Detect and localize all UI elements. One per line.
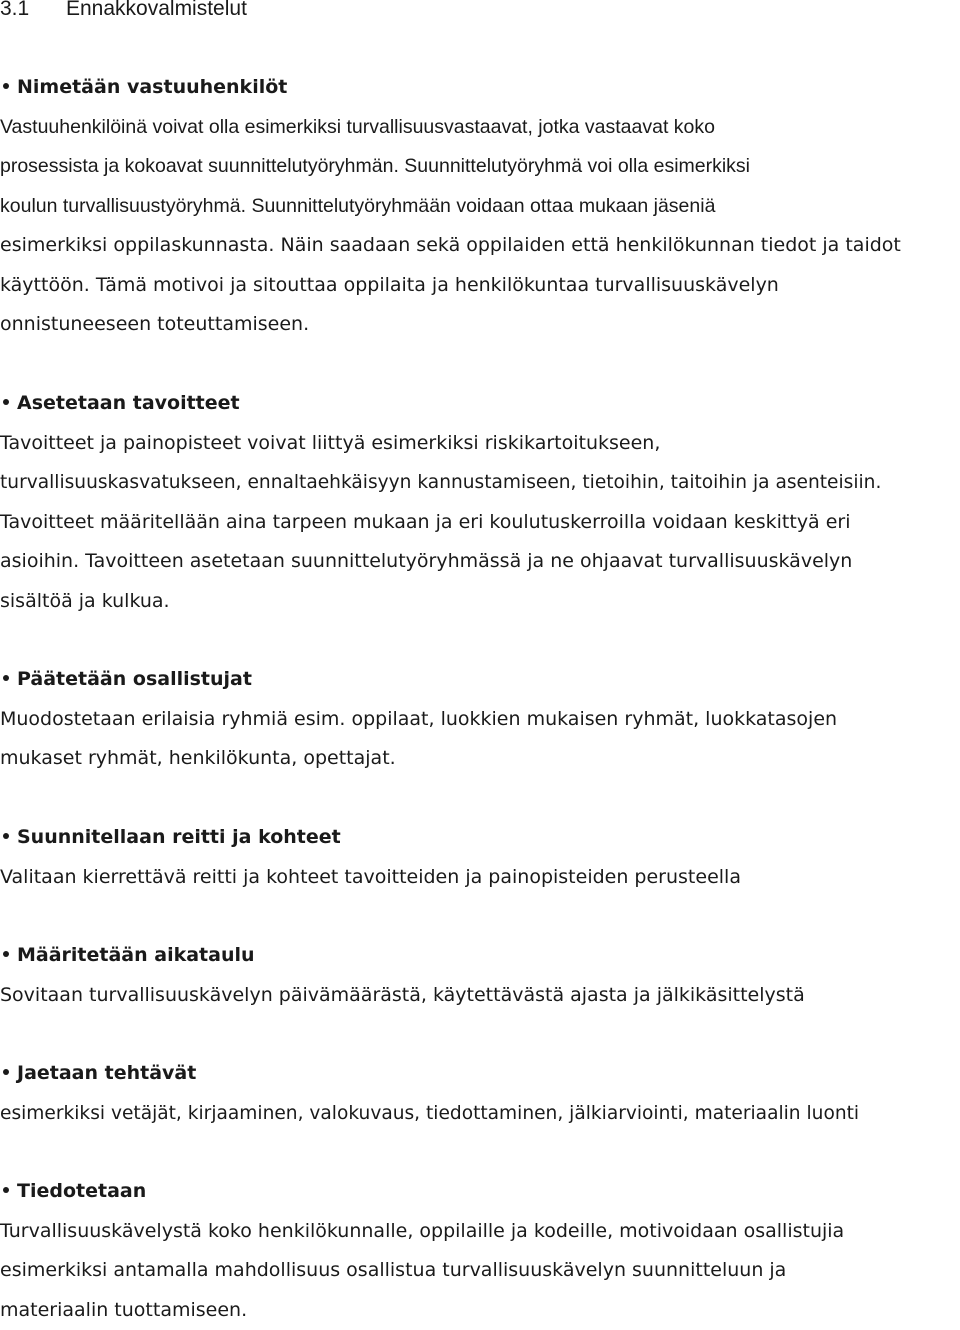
paragraph-line: koulun turvallisuustyöryhmä. Suunnittelutyöryhmään voidaan ottaa mukaan jäseniä <box>0 187 960 227</box>
paragraph-line: Turvallisuuskävelystä koko henkilökunnalle, oppilaille ja kodeille, motivoidaan osallistujia <box>0 1212 960 1252</box>
section-heading <box>0 0 247 24</box>
paragraph-line: Valitaan kierrettävä reitti ja kohteet tavoitteiden ja painopisteiden perusteella <box>0 858 960 898</box>
section-tehtavat <box>0 1054 960 1133</box>
bullet-icon <box>3 83 9 89</box>
section-vastuuhenkilot <box>0 68 960 345</box>
paragraph-line: esimerkiksi oppilaskunnasta. Näin saadaan sekä oppilaiden että henkilökunnan tiedot ja taidot <box>0 226 960 266</box>
paragraph-line: asioihin. Tavoitteen asetetaan suunnittelutyöryhmässä ja ne ohjaavat turvallisuuskävelyn <box>0 542 960 582</box>
paragraph-line: prosessista ja kokoavat suunnittelutyöryhmän. Suunnittelutyöryhmä voi olla esimerkiksi <box>0 147 960 187</box>
paragraph <box>0 1212 960 1330</box>
paragraph-line: Tavoitteet ja painopisteet voivat liittyä esimerkiksi riskikartoitukseen, <box>0 424 960 464</box>
section-tiedotetaan <box>0 1172 960 1330</box>
section-title: Ennakkovalmistelut <box>66 0 247 20</box>
paragraph-line: Vastuuhenkilöinä voivat olla esimerkiksi turvallisuusvastaavat, jotka vastaavat koko <box>0 108 960 148</box>
bullet-heading: Suunnitellaan reitti ja kohteet <box>0 818 960 858</box>
paragraph-line: käyttöön. Tämä motivoi ja sitouttaa oppilaita ja henkilökuntaa turvallisuuskävelyn <box>0 266 960 306</box>
paragraph-line: sisältöä ja kulkua. <box>0 582 960 622</box>
paragraph-line: turvallisuuskasvatukseen, ennaltaehkäisyyn kannustamiseen, tietoihin, taitoihin ja asenteisiin. <box>0 463 960 503</box>
bullet-heading: Asetetaan tavoitteet <box>0 384 960 424</box>
bullet-heading: Tiedotetaan <box>0 1172 960 1212</box>
bullet-icon <box>3 951 9 957</box>
bullet-icon <box>3 1069 9 1075</box>
paragraph <box>0 700 960 779</box>
bullet-icon <box>3 833 9 839</box>
paragraph <box>0 858 960 898</box>
bullet-heading: Nimetään vastuuhenkilöt <box>0 68 960 108</box>
bullet-icon <box>3 1187 9 1193</box>
paragraph-line: esimerkiksi antamalla mahdollisuus osallistua turvallisuuskävelyn suunnitteluun ja <box>0 1251 960 1291</box>
bullet-heading: Jaetaan tehtävät <box>0 1054 960 1094</box>
section-tavoitteet <box>0 384 960 621</box>
paragraph-line: Sovitaan turvallisuuskävelyn päivämäärästä, käytettävästä ajasta ja jälkikäsittelystä <box>0 976 960 1016</box>
paragraph <box>0 108 960 345</box>
paragraph-line: mukaset ryhmät, henkilökunta, opettajat. <box>0 739 960 779</box>
paragraph-line: Tavoitteet määritellään aina tarpeen mukaan ja eri koulutuskerroilla voidaan keskittyä eri <box>0 503 960 543</box>
bullet-icon <box>3 399 9 405</box>
section-reitti <box>0 818 960 897</box>
paragraph-line: materiaalin tuottamiseen. <box>0 1291 960 1330</box>
paragraph-line: onnistuneeseen toteuttamiseen. <box>0 305 960 345</box>
paragraph <box>0 976 960 1016</box>
paragraph <box>0 424 960 622</box>
paragraph-line: Muodostetaan erilaisia ryhmiä esim. oppilaat, luokkien mukaisen ryhmät, luokkatasojen <box>0 700 960 740</box>
section-number: 3.1 <box>0 0 66 24</box>
section-osallistujat <box>0 660 960 779</box>
bullet-icon <box>3 675 9 681</box>
section-aikataulu <box>0 936 960 1015</box>
paragraph-line: esimerkiksi vetäjät, kirjaaminen, valokuvaus, tiedottaminen, jälkiarviointi, materiaalin luonti <box>0 1094 960 1134</box>
paragraph <box>0 1094 960 1134</box>
bullet-heading: Määritetään aikataulu <box>0 936 960 976</box>
bullet-heading: Päätetään osallistujat <box>0 660 960 700</box>
